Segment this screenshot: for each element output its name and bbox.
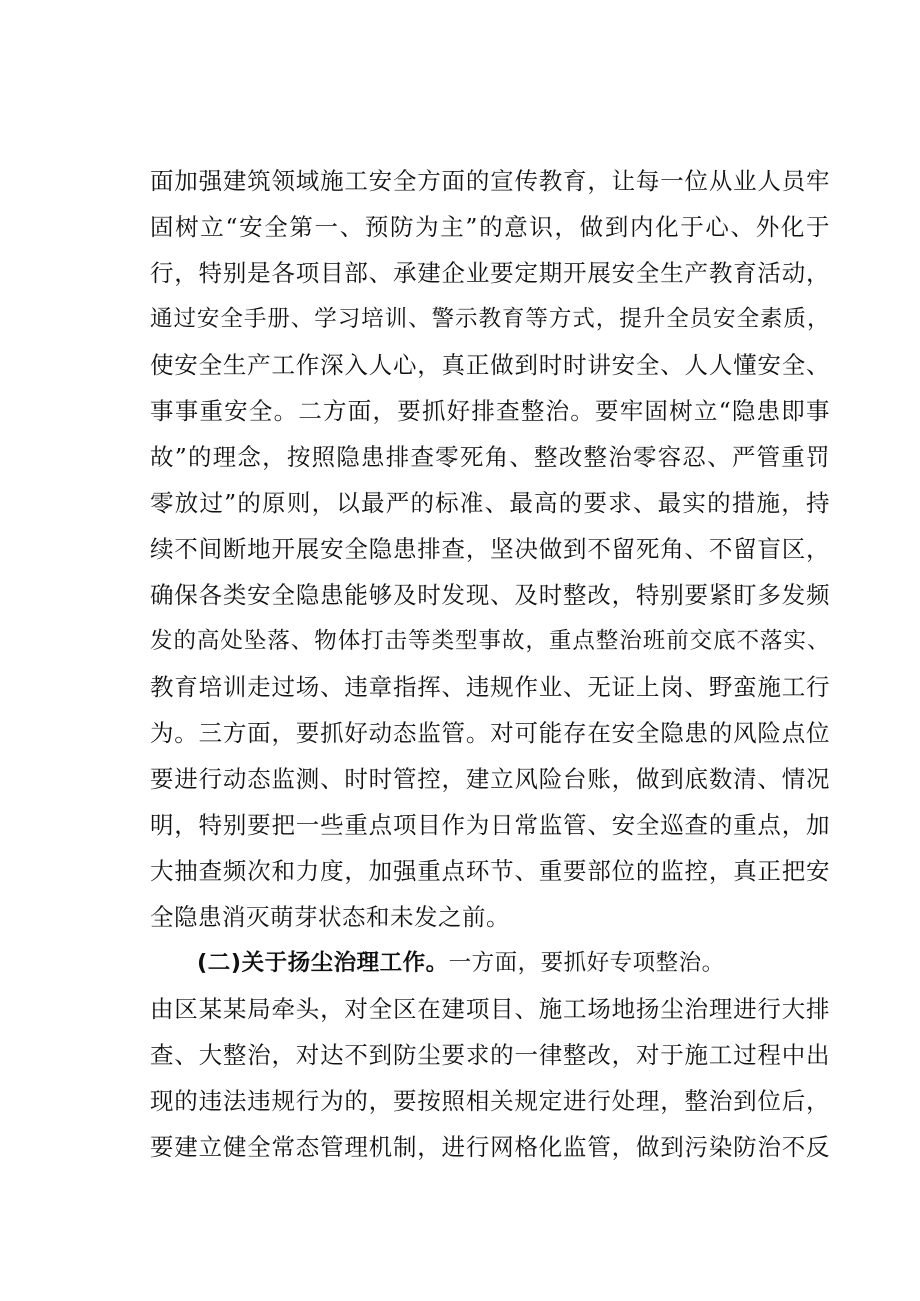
text-line: 行，特别是各项目部、承建企业要定期开展安全生产教育活动， <box>150 259 830 287</box>
text-line: 要建立健全常态管理机制，进行网格化监管，做到污染防治不反 <box>150 1133 830 1161</box>
text-line: 要进行动态监测、时时管控，建立风险台账，做到底数清、情况 <box>150 765 830 793</box>
section-heading: (二)关于扬尘治理工作。 <box>197 950 449 976</box>
text-line: 教育培训走过场、违章指挥、违规作业、无证上岗、野蛮施工行 <box>150 673 830 701</box>
text-line: 故”的理念，按照隐患排查零死角、整改整治零容忍、严管重罚 <box>150 443 830 471</box>
text-line: 为。三方面，要抓好动态监管。对可能存在安全隐患的风险点位 <box>150 719 830 747</box>
text-line: 续不间断地开展安全隐患排查，坚决做到不留死角、不留盲区， <box>150 535 830 563</box>
text-line: 现的违法违规行为的，要按照相关规定进行处理，整治到位后， <box>150 1087 830 1115</box>
text-line: 由区某某局牵头，对全区在建项目、施工场地扬尘治理进行大排 <box>150 995 830 1023</box>
text-line: 事事重安全。二方面，要抓好排查整治。要牢固树立“隐患即事 <box>150 397 830 425</box>
text-line: 全隐患消灭萌芽状态和未发之前。 <box>150 903 510 931</box>
text-line: 发的高处坠落、物体打击等类型事故，重点整治班前交底不落实、 <box>150 628 830 654</box>
section-heading-rest: 一方面，要抓好专项整治。 <box>448 950 725 976</box>
text-line: 零放过”的原则，以最严的标准、最高的要求、最实的措施，持 <box>150 489 830 517</box>
text-line: 面加强建筑领域施工安全方面的宣传教育，让每一位从业人员牢 <box>150 167 830 195</box>
text-line: 大抽查频次和力度，加强重点环节、重要部位的监控，真正把安 <box>150 857 830 885</box>
text-line: 使安全生产工作深入人心，真正做到时时讲安全、人人懂安全、 <box>150 351 830 379</box>
text-line: 查、大整治，对达不到防尘要求的一律整改，对于施工过程中出 <box>150 1041 830 1069</box>
text-line: 固树立“安全第一、预防为主”的意识，做到内化于心、外化于 <box>150 213 830 241</box>
section-heading-line <box>197 945 733 981</box>
text-line: 明，特别要把一些重点项目作为日常监管、安全巡查的重点，加 <box>150 811 830 839</box>
text-line: 通过安全手册、学习培训、警示教育等方式，提升全员安全素质， <box>150 306 830 332</box>
text-line: 确保各类安全隐患能够及时发现、及时整改，特别要紧盯多发频 <box>150 581 830 609</box>
